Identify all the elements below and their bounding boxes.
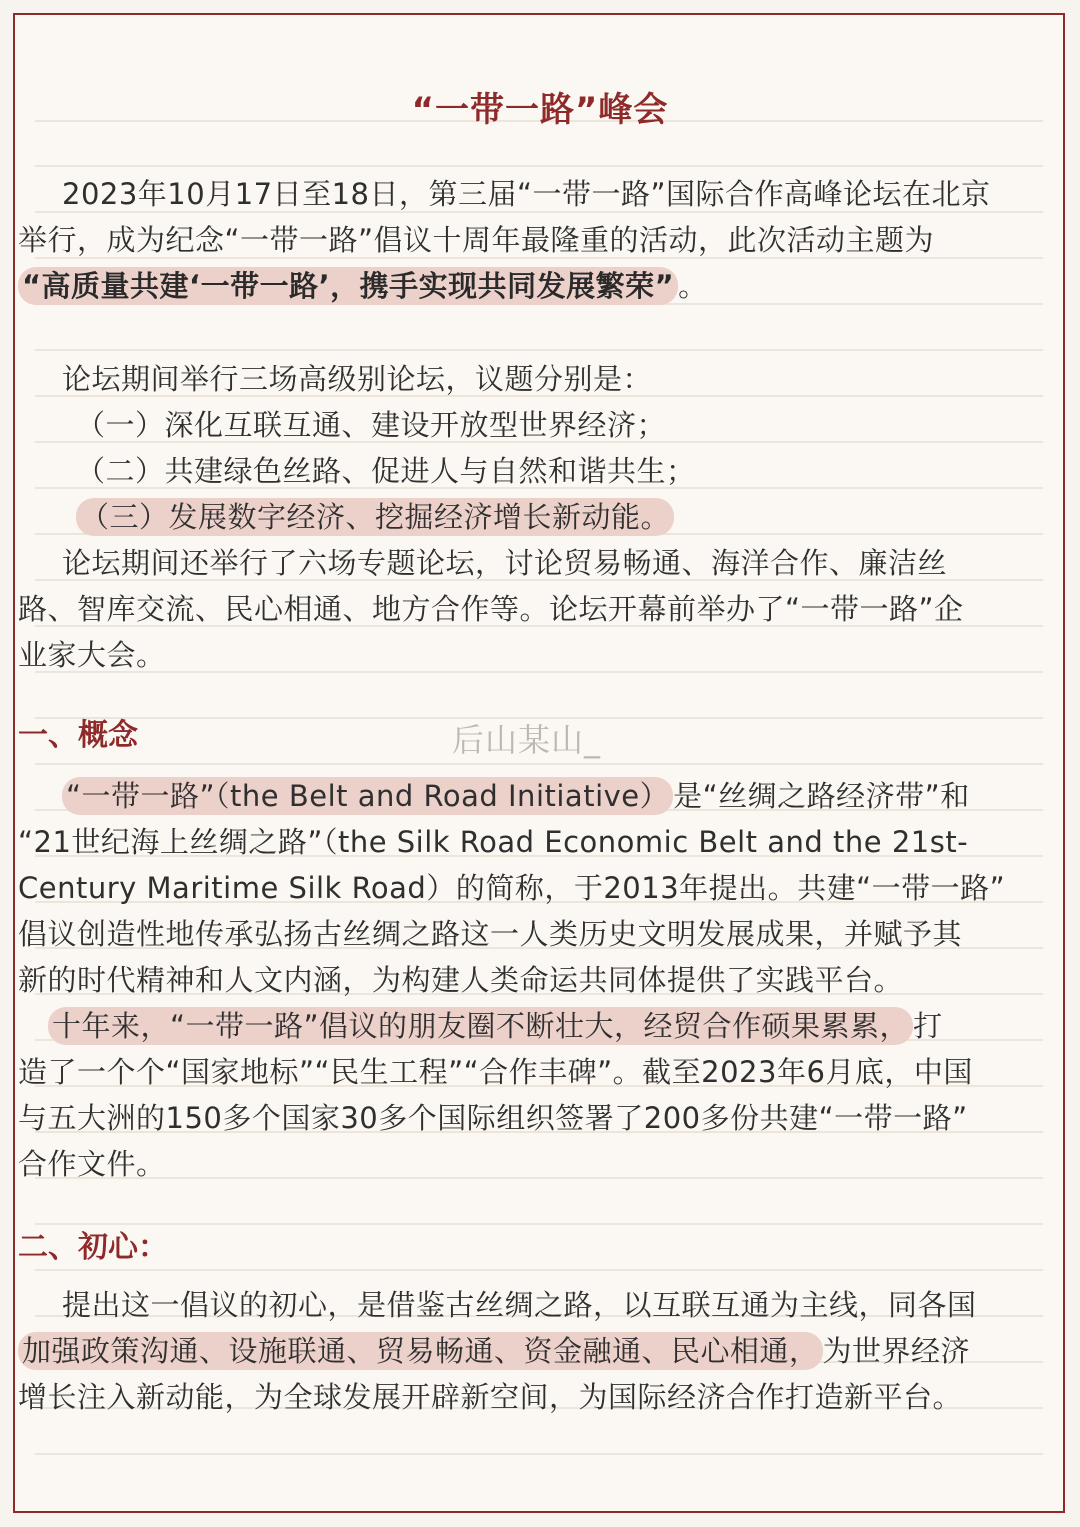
concept-line: Century Maritime Silk Road）的简称，于2013年提出。共建“一带一路” [18,871,1006,905]
forum-item [18,494,1028,540]
forums-lead: 论坛期间举行三场高级别论坛，议题分别是： [62,362,653,396]
intention-line [18,1328,1028,1374]
intention-line: 增长注入新动能，为全球发展开辟新空间，为国际经济合作打造新平台。 [18,1380,963,1414]
page-title: “一带一路”峰会 [411,90,669,130]
concept-highlight: “一带一路”（the Belt and Road Initiative） [62,777,673,815]
decade-highlight: 十年来，“一带一路”倡议的朋友圈不断壮大，经贸合作硕果累累， [48,1007,913,1045]
watermark: 后山某山_ [452,721,602,759]
intention-line: 提出这一倡议的初心，是借鉴古丝绸之路，以互联互通为主线，同各国 [62,1288,977,1322]
intro-line: 2023年10月17日至18日，第三届“一带一路”国际合作高峰论坛在北京 [62,177,991,211]
decade-line [18,1003,1028,1049]
forums-more-line: 路、智库交流、民心相通、地方合作等。论坛开幕前举办了“一带一路”企 [18,592,964,626]
intro-paragraph [18,171,1028,309]
forum-item: （二）共建绿色丝路、促进人与自然和谐共生； [76,454,696,488]
decade-line: 与五大洲的150多个国家30多个国际组织签署了200多份共建“一带一路” [18,1101,968,1135]
decade-line: 合作文件。 [18,1147,166,1181]
decade-rest: 打 [913,1009,943,1043]
forums-paragraph [18,356,1028,678]
forum-item-highlight: （三）发展数字经济、挖掘经济增长新动能。 [76,498,674,536]
forums-more-line: 论坛期间还举行了六场专题论坛，讨论贸易畅通、海洋合作、廉洁丝 [62,546,948,580]
theme-end: 。 [678,269,708,303]
theme-line [18,263,1028,309]
intention-highlight: 加强政策沟通、设施联通、贸易畅通、资金融通、民心相通， [18,1332,823,1370]
concept-line: “21世纪海上丝绸之路”（the Silk Road Economic Belt and the 21st- [18,825,969,859]
section-heading-concept: 一、概念 [18,718,138,753]
decade-line: 造了一个个“国家地标”“民生工程”“合作丰碑”。截至2023年6月底，中国 [18,1055,973,1089]
concept-line: 新的时代精神和人文内涵，为构建人类命运共同体提供了实践平台。 [18,963,904,997]
intention-rest: 为世界经济 [822,1334,971,1368]
concept-line [18,773,1028,819]
intention-paragraph [18,1282,1028,1420]
forum-item: （一）深化互联互通、建设开放型世界经济； [76,408,667,442]
forums-more-line: 业家大会。 [18,638,166,672]
theme-highlight: “高质量共建‘一带一路’，携手实现共同发展繁荣” [18,267,678,305]
section-heading-intention: 二、初心： [18,1230,168,1265]
concept-rest: 是“丝绸之路经济带”和 [673,779,970,813]
concept-line: 倡议创造性地传承弘扬古丝绸之路这一人类历史文明发展成果，并赋予其 [18,917,963,951]
intro-line: 举行，成为纪念“一带一路”倡议十周年最隆重的活动，此次活动主题为 [18,223,935,257]
concept-paragraph [18,773,1028,1187]
